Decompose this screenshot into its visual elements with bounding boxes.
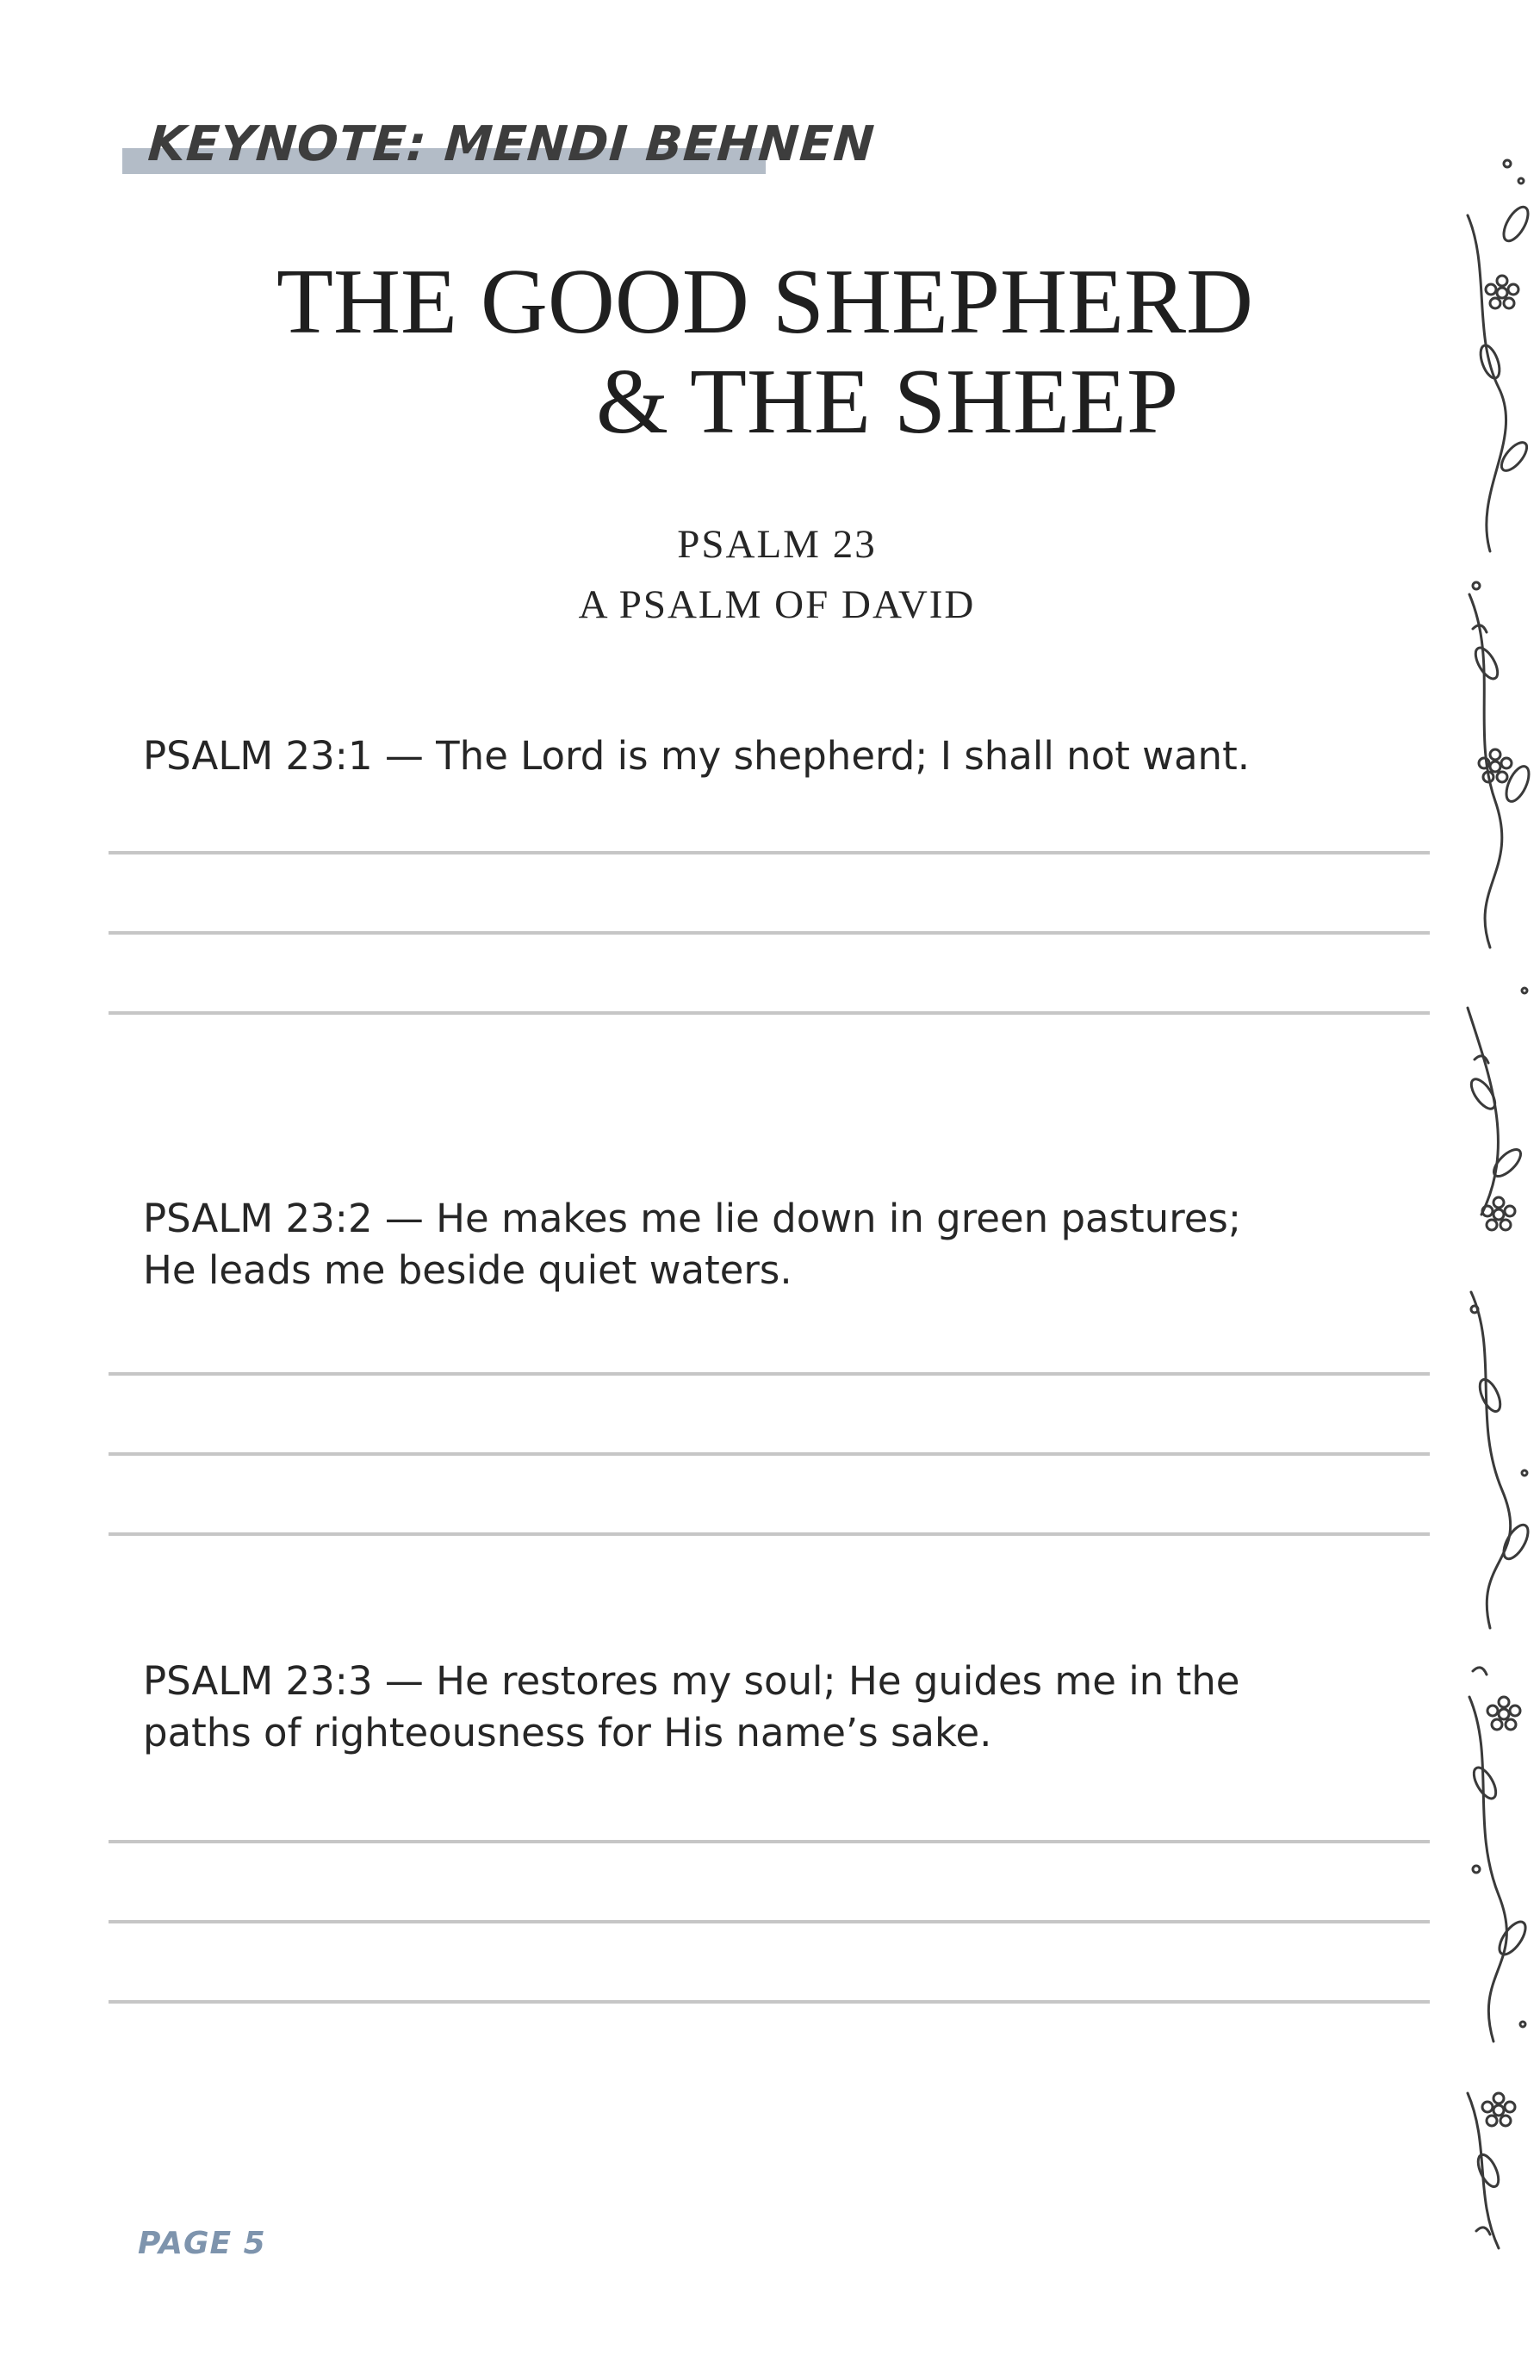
verse-2-line-2: He leads me beside quiet waters.: [143, 1247, 792, 1293]
verse-3-line-2: paths of righteousness for His name’s sake.: [143, 1710, 992, 1755]
writing-line[interactable]: [109, 1011, 1430, 1015]
writing-line[interactable]: [109, 851, 1430, 854]
floral-doodle-border-icon: [1464, 146, 1540, 2274]
writing-line[interactable]: [109, 1452, 1430, 1456]
verse-1: [143, 730, 1349, 782]
page-number: PAGE 5: [138, 2226, 266, 2261]
verse-3-line-1: PSALM 23:3 — He restores my soul; He guides me in the: [143, 1658, 1240, 1704]
writing-line[interactable]: [109, 931, 1430, 935]
writing-line[interactable]: [109, 1372, 1430, 1376]
page-title-line-1: THE GOOD SHEPHERD: [276, 251, 1253, 353]
page-title-line-2: & THE SHEEP: [595, 351, 1179, 453]
writing-line[interactable]: [109, 2000, 1430, 2004]
subtitle-psalm: PSALM 23: [677, 522, 877, 567]
verse-1-line-1: PSALM 23:1 — The Lord is my shepherd; I shall not want.: [143, 733, 1251, 779]
verse-3: [143, 1656, 1349, 1759]
writing-line[interactable]: [109, 1532, 1430, 1536]
verse-2: [143, 1193, 1349, 1296]
writing-line[interactable]: [109, 1840, 1430, 1843]
keynote-label: KEYNOTE: MENDI BEHNEN: [146, 116, 877, 172]
subtitle-attribution: A PSALM OF DAVID: [578, 582, 976, 627]
writing-line[interactable]: [109, 1920, 1430, 1923]
verse-2-line-1: PSALM 23:2 — He makes me lie down in green pastures;: [143, 1196, 1242, 1241]
